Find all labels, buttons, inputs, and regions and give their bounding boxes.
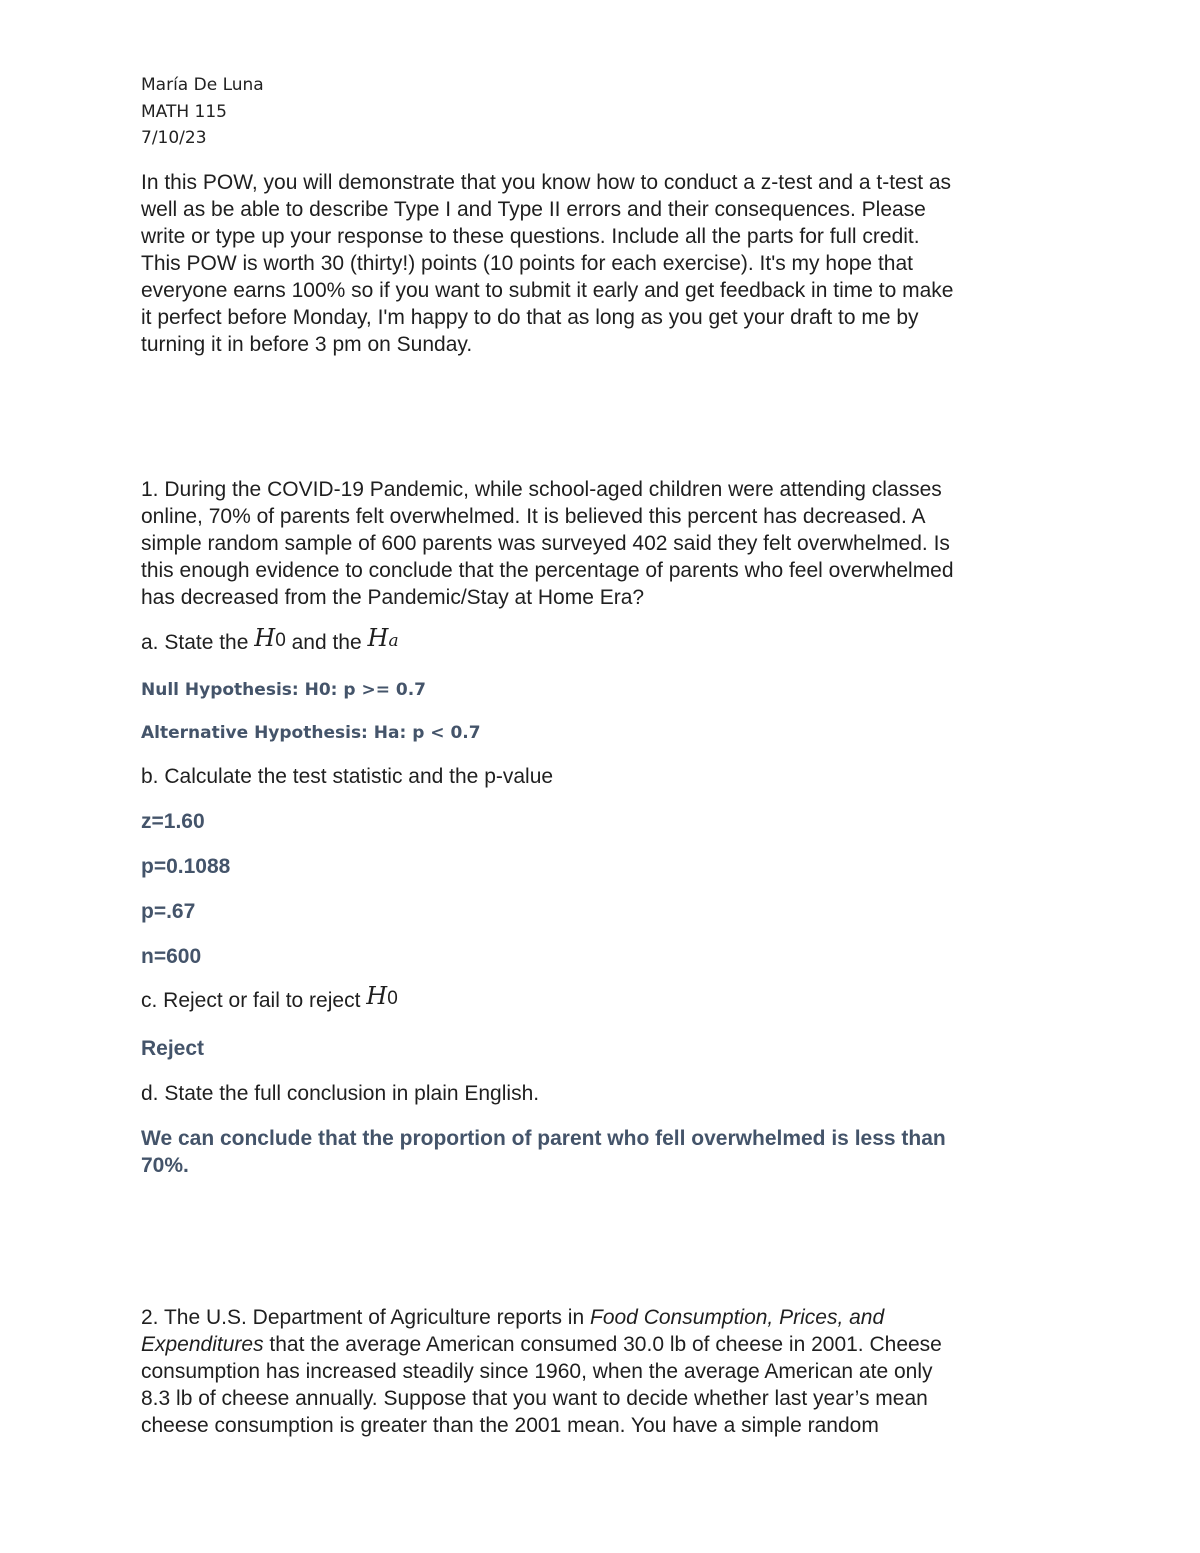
document-page	[141, 72, 1061, 1439]
source-title: Expenditures	[141, 1332, 264, 1356]
question-1-line: this enough evidence to conclude that the percentage of parents who feel overwhelmed	[141, 558, 954, 582]
question-1-line: has decreased from the Pandemic/Stay at Home Era?	[141, 585, 645, 609]
part-b-prompt: b. Calculate the test statistic and the p-value	[141, 764, 554, 788]
question-1-line: simple random sample of 600 parents was surveyed 402 said they felt overwhelmed. Is	[141, 531, 950, 555]
question-1-line: 1. During the COVID-19 Pandemic, while school-aged children were attending classes	[141, 477, 942, 501]
document-header	[141, 72, 1061, 152]
part-d-prompt: d. State the full conclusion in plain English.	[141, 1081, 540, 1105]
null-hypothesis-answer: Null Hypothesis: H0: p >= 0.7	[141, 679, 426, 700]
part-a-prompt: a. State the H0 and the Ha	[141, 623, 399, 654]
alt-hypothesis-answer: Alternative Hypothesis: Ha: p < 0.7	[141, 722, 481, 743]
reject-answer: Reject	[141, 1036, 205, 1060]
conclusion-answer: We can conclude that the proportion of parent who fell overwhelmed is less than	[141, 1126, 946, 1150]
document-date: 7/10/23	[141, 128, 207, 148]
question-2-line: Expenditures that the average American consumed 30.0 lb of cheese in 2001. Cheese	[141, 1332, 942, 1356]
intro-line: well as be able to describe Type I and Type II errors and their consequences. Please	[141, 197, 926, 221]
intro-line: turning it in before 3 pm on Sunday.	[141, 332, 473, 356]
h-null-symbol: H0	[254, 623, 286, 652]
question-2	[141, 1304, 1061, 1439]
intro-line: everyone earns 100% so if you want to submit it early and get feedback in time to make	[141, 278, 954, 302]
h-alt-symbol: Ha	[367, 623, 399, 652]
sample-size-answer: n=600	[141, 944, 202, 968]
source-title: Food Consumption, Prices, and	[590, 1305, 885, 1329]
question-2-line: cheese consumption is greater than the 2001 mean. You have a simple random	[141, 1413, 879, 1437]
course-name: MATH 115	[141, 101, 227, 122]
author-name: María De Luna	[141, 75, 264, 95]
intro-line: This POW is worth 30 (thirty!) points (10 points for each exercise). It's my hope that	[141, 251, 913, 275]
intro-line: it perfect before Monday, I'm happy to do that as long as you get your draft to me by	[141, 305, 919, 329]
conclusion-answer: 70%.	[141, 1153, 189, 1177]
question-2-line: consumption has increased steadily since 1960, when the average American ate only	[141, 1359, 933, 1383]
p-value-answer: p=0.1088	[141, 854, 231, 878]
h-null-symbol: H0	[366, 981, 398, 1010]
sample-proportion-answer: p=.67	[141, 899, 196, 923]
intro-line: In this POW, you will demonstrate that you know how to conduct a z-test and a t-test as	[141, 170, 952, 194]
z-statistic-answer: z=1.60	[141, 809, 205, 833]
question-1	[141, 476, 1061, 1179]
part-c-prompt: c. Reject or fail to reject H0	[141, 981, 398, 1012]
question-2-line: 2. The U.S. Department of Agriculture reports in Food Consumption, Prices, and	[141, 1305, 885, 1329]
intro-line: write or type up your response to these questions. Include all the parts for full credit.	[141, 224, 920, 248]
question-1-line: online, 70% of parents felt overwhelmed. It is believed this percent has decreased. A	[141, 504, 926, 528]
intro-paragraph	[141, 169, 1061, 358]
question-2-line: 8.3 lb of cheese annually. Suppose that you want to decide whether last year’s mean	[141, 1386, 928, 1410]
